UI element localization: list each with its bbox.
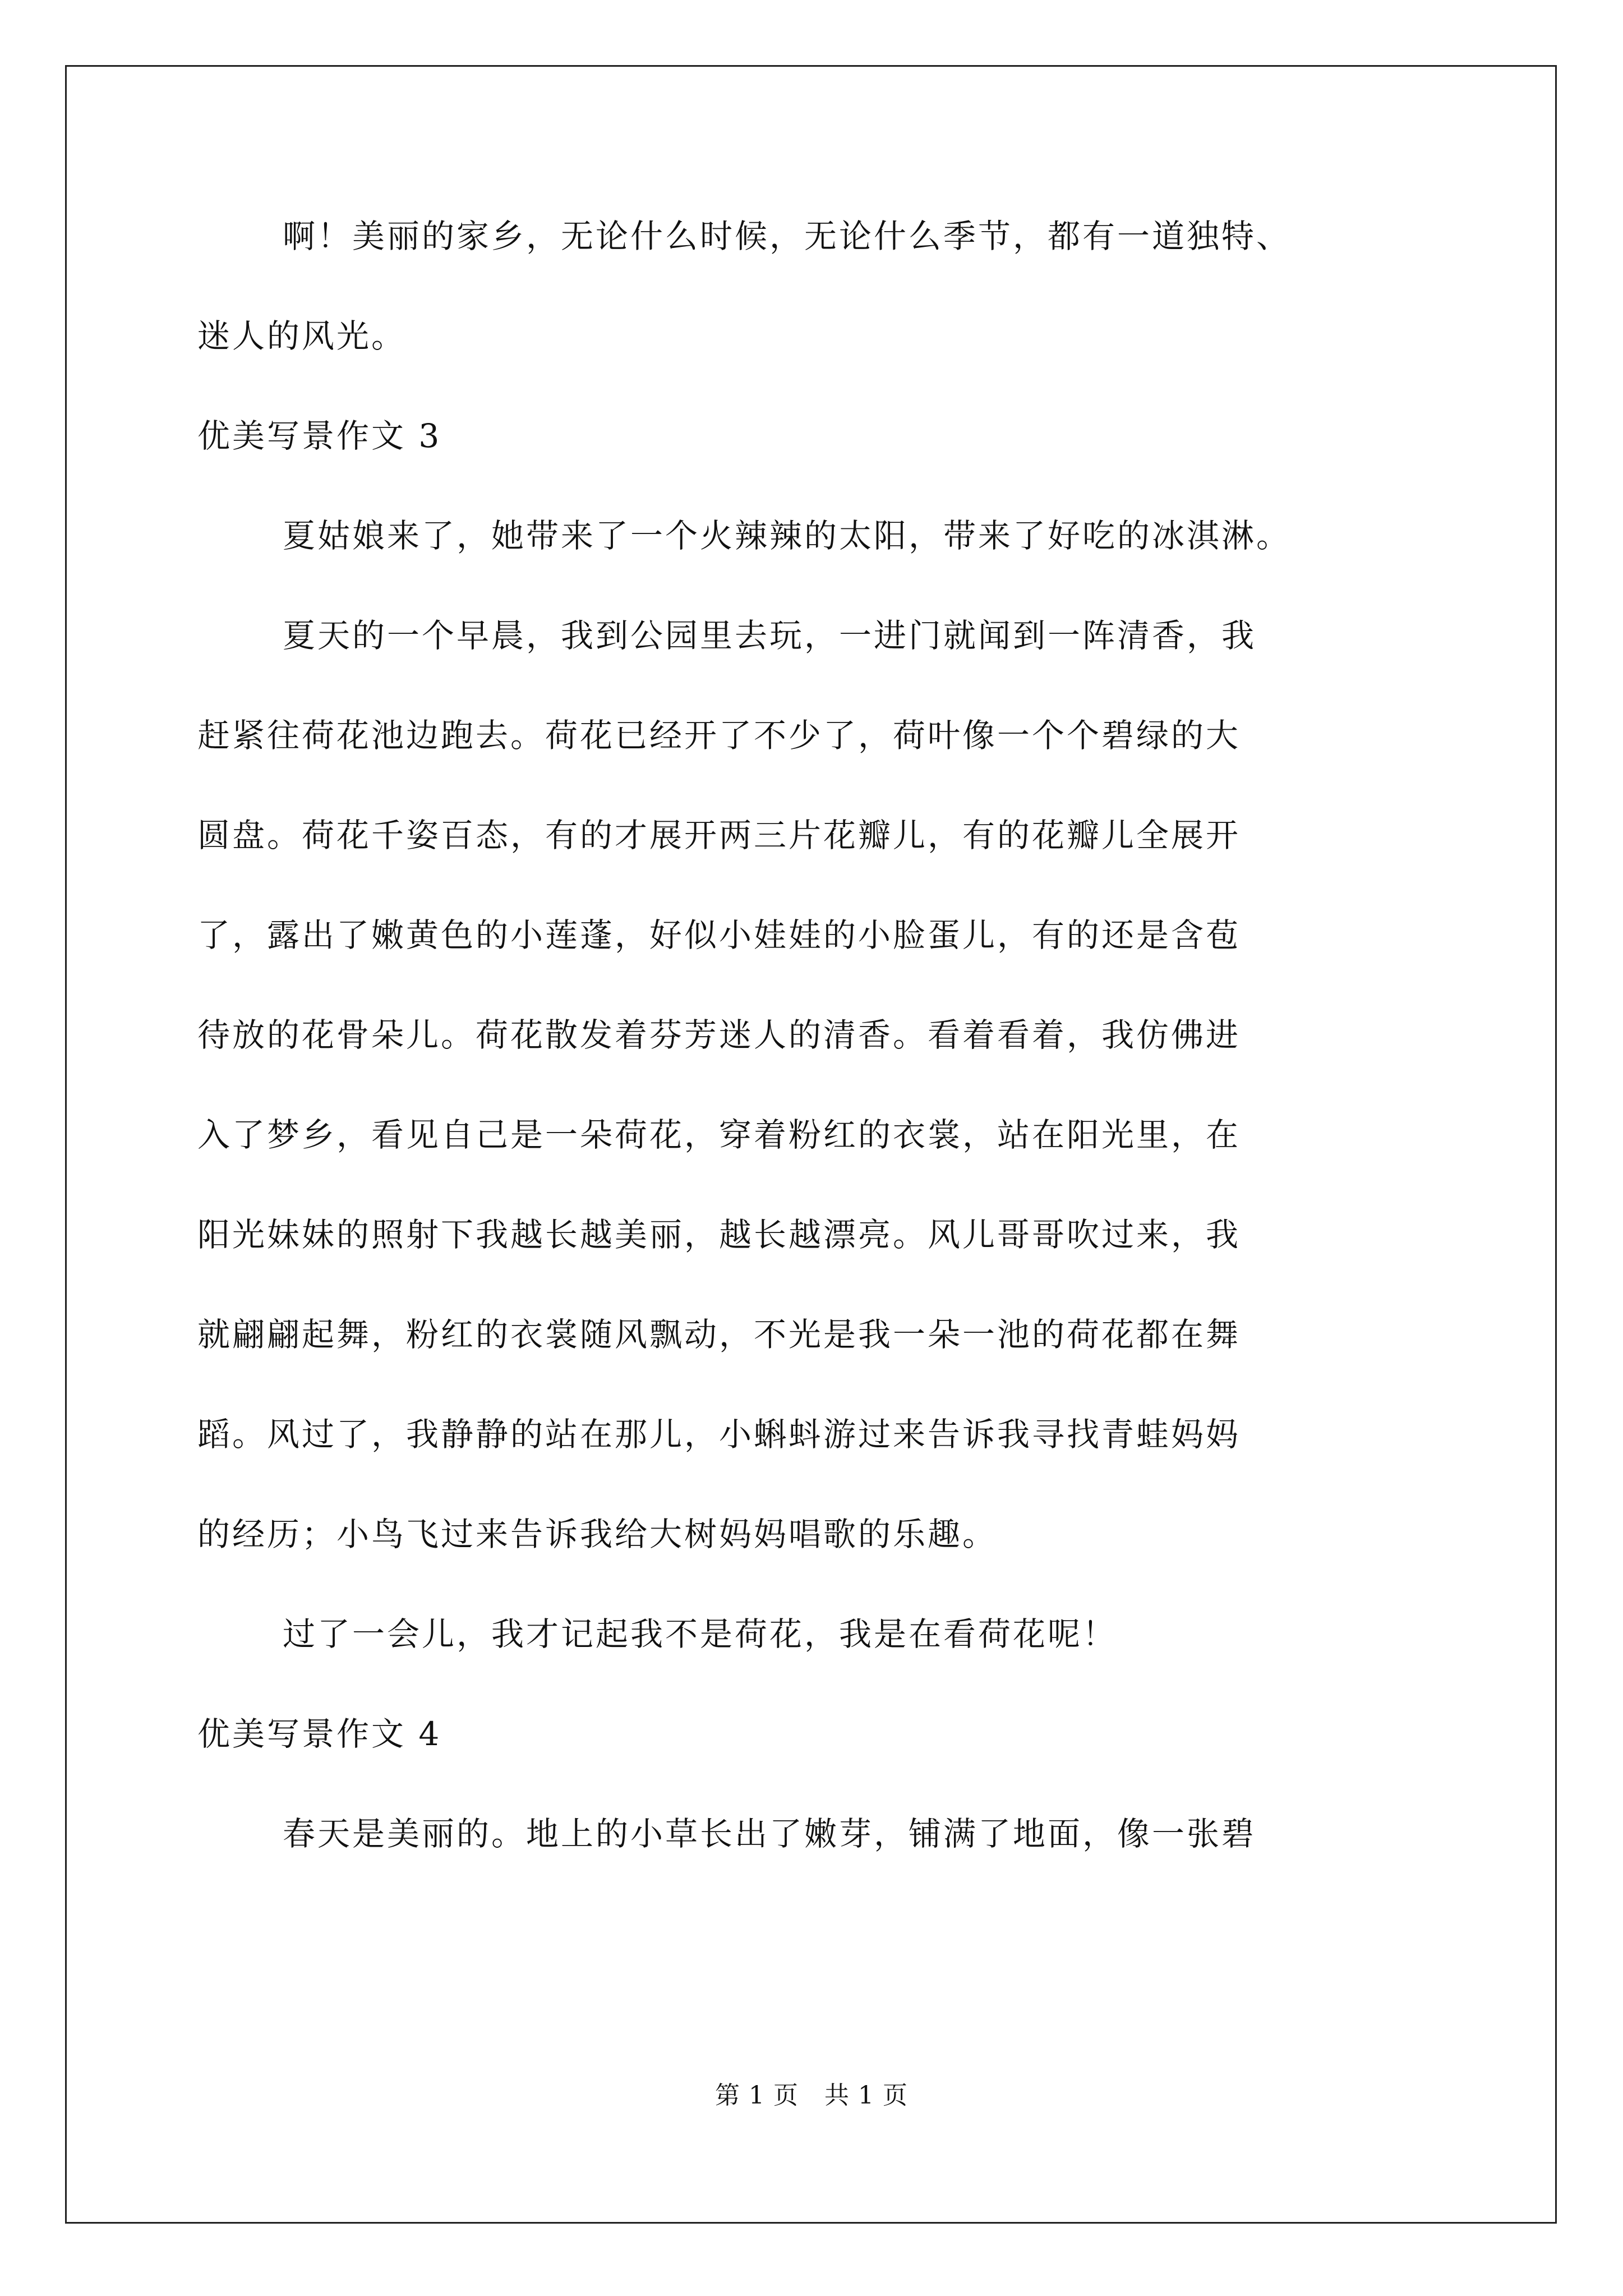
- paragraph-line: 了，露出了嫩黄色的小莲蓬，好似小娃娃的小脸蛋儿，有的还是含苞: [197, 916, 1241, 954]
- paragraph-line: 夏天的一个早晨，我到公园里去玩，一进门就闻到一阵清香，我: [283, 616, 1257, 655]
- paragraph-line: 入了梦乡，看见自己是一朵荷花，穿着粉红的衣裳，站在阳光里，在: [197, 1116, 1241, 1154]
- paragraph-line: 的经历；小鸟飞过来告诉我给大树妈妈唱歌的乐趣。: [197, 1515, 998, 1553]
- section-heading: 优美写景作文 4: [197, 1715, 442, 1753]
- document-body: [197, 217, 1431, 1917]
- paragraph-line: 迷人的风光。: [197, 317, 407, 355]
- paragraph-line: 过了一会儿，我才记起我不是荷花，我是在看荷花呢！: [283, 1615, 1118, 1653]
- paragraph-line: 啊！美丽的家乡，无论什么时候，无论什么季节，都有一道独特、: [283, 217, 1292, 255]
- paragraph-line: 夏姑娘来了，她带来了一个火辣辣的太阳，带来了好吃的冰淇淋。: [283, 517, 1292, 555]
- section-heading: 优美写景作文 3: [197, 417, 442, 455]
- paragraph-line: 待放的花骨朵儿。荷花散发着芬芳迷人的清香。看着看着，我仿佛进: [197, 1016, 1241, 1054]
- paragraph-line: 就翩翩起舞，粉红的衣裳随风飘动，不光是我一朵一池的荷花都在舞: [197, 1315, 1241, 1354]
- paragraph-line: 春天是美丽的。地上的小草长出了嫩芽，铺满了地面，像一张碧: [283, 1815, 1257, 1853]
- paragraph-line: 圆盘。荷花千姿百态，有的才展开两三片花瓣儿，有的花瓣儿全展开: [197, 816, 1241, 854]
- paragraph-line: 阳光妹妹的照射下我越长越美丽，越长越漂亮。风儿哥哥吹过来，我: [197, 1216, 1241, 1254]
- paragraph-line: 蹈。风过了，我静静的站在那儿，小蝌蚪游过来告诉我寻找青蛙妈妈: [197, 1415, 1241, 1453]
- page-number-total: 共 1 页: [824, 2081, 908, 2110]
- page-number-current: 第 1 页: [715, 2081, 799, 2110]
- paragraph-line: 赶紧往荷花池边跑去。荷花已经开了不少了，荷叶像一个个碧绿的大: [197, 716, 1241, 754]
- page-footer: [0, 2083, 1623, 2108]
